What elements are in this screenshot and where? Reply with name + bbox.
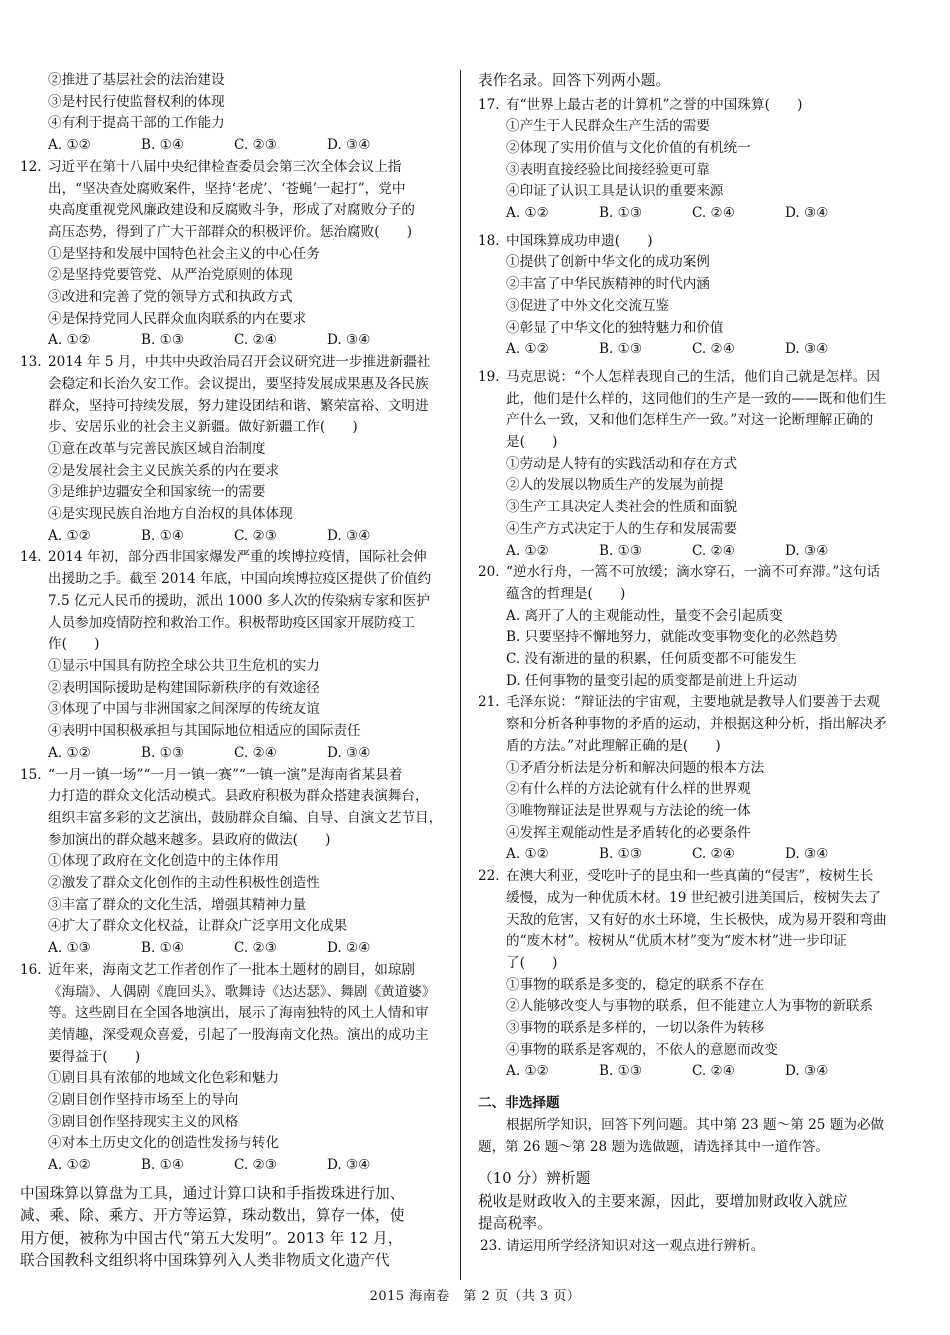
question-line <box>478 1236 908 1258</box>
choice-item: ②人的发展以物质生产的发展为前提 <box>506 477 724 494</box>
question-22 <box>478 866 908 1083</box>
question-stem: 马克思说：“个人怎样表现自己的生活，他们自己就是怎样。因 <box>506 368 880 385</box>
option: C. ②③ <box>234 1157 277 1174</box>
material-line: 用方便，被称为中国古代“第五大发明”。2013 年 12 月， <box>20 1229 403 1247</box>
question-stem: 央高度重视党风廉政建设和反腐败斗争，形成了对腐败分子的 <box>48 202 416 219</box>
choice-item: ④事物的联系是客观的，不依人的意愿而改变 <box>506 1041 778 1058</box>
question-stem: 要得益于( ) <box>48 1048 141 1065</box>
choice-item: ③剧目创作坚持现实主义的风格 <box>48 1113 239 1130</box>
option: C. ②④ <box>234 332 277 349</box>
option: C. ②④ <box>692 205 735 222</box>
question-stem: “逆水行舟，一篙不可放缓；滴水穿石，一滴不可弃滞。”这句话 <box>506 564 881 581</box>
question-stem: 2014 年初，部分西非国家爆发严重的埃博拉疫情，国际社会伸 <box>48 549 427 566</box>
question-number: 14. <box>20 549 42 566</box>
option: A. ①② <box>48 332 91 349</box>
question-stem: 会稳定和长治久安工作。会议提出，要坚持发展成果惠及各民族 <box>48 375 429 392</box>
option: D. ③④ <box>785 846 829 863</box>
option: B. ①④ <box>141 1157 185 1174</box>
choice-item: ④是实现民族自治地方自治权的具体体现 <box>48 506 293 523</box>
choice-item: ③表明直接经验比间接经验更可靠 <box>506 161 710 178</box>
question-number: 15. <box>20 766 42 783</box>
choice-item: ④印证了认识工具是认识的重要来源 <box>506 183 724 200</box>
option: A. ①② <box>506 205 549 222</box>
column-divider <box>460 70 461 1280</box>
question-23 <box>478 1168 908 1257</box>
choice-item: ③唯物辩证法是世界观与方法论的统一体 <box>506 803 751 819</box>
option: D. ③④ <box>785 542 829 559</box>
option: D. ③④ <box>327 527 371 544</box>
question-stem: 中国珠算成功申遗( ) <box>506 232 653 249</box>
choice-item: ②有什么样的方法论就有什么样的世界观 <box>506 781 751 798</box>
choice-item: ③是村民行使监督权利的体现 <box>48 93 225 110</box>
choice-item: ②是坚持党要管党、从严治党原则的体现 <box>48 267 293 284</box>
section-intro: 题，第 26 题～第 28 题为选做题，请选择其中一道作答。 <box>478 1138 829 1155</box>
option: A. ①② <box>506 542 549 559</box>
answer-options <box>478 203 908 225</box>
choice-item: ②表明国际援助是构建国际新秩序的有效途径 <box>48 679 320 696</box>
option: D. ③④ <box>327 1157 371 1174</box>
answer-options <box>478 339 908 361</box>
question-stem: 《海瑞》、人偶剧《鹿回头》、歌舞诗《达达瑟》、舞剧《黄道婆》 <box>48 983 436 1000</box>
question-stem: 毛泽东说：“辩证法的宇宙观，主要地就是教导人们要善于去观 <box>506 694 880 711</box>
choice-item: ①产生于人民群众生产生活的需要 <box>506 118 710 135</box>
material-line: 提高税率。 <box>478 1215 552 1233</box>
question-stem: 参加演出的群众越来越多。县政府的做法( ) <box>48 831 331 848</box>
option: C. ②③ <box>234 137 277 154</box>
question-stem: “一月一镇一场”“一月一镇一赛”“一镇一演”是海南省某县着 <box>48 766 403 783</box>
answer-options <box>20 938 445 960</box>
choice-item: ④扩大了群众文化权益，让群众广泛享用文化成果 <box>48 918 348 935</box>
option: B. ①③ <box>141 332 185 349</box>
option: B. ①③ <box>599 542 643 559</box>
question-12 <box>20 157 445 352</box>
choice-item: ③生产工具决定人类社会的性质和面貌 <box>506 499 738 516</box>
question-stem: 天敌的危害，又有好的水土环境，生长极快，成为易开裂和弯曲 <box>506 911 887 928</box>
question-16 <box>20 960 445 1177</box>
question-score: （10 分）辨析题 <box>478 1170 591 1188</box>
question-19 <box>478 367 908 562</box>
choice-item: ②体现了实用价值与文化价值的有机统一 <box>506 139 751 156</box>
option: A. ①② <box>48 744 91 761</box>
question-stem: 是( ) <box>506 434 558 451</box>
option: D. ③④ <box>327 332 371 349</box>
choice-item: ④表明中国积极承担与其国际地位相适应的国际责任 <box>48 723 361 740</box>
option: A. ①② <box>506 341 549 358</box>
choice-item: ②推进了基层社会的法治建设 <box>48 72 225 88</box>
choice-item: ③改进和完善了党的领导方式和执政方式 <box>48 289 293 306</box>
material-line: 联合国教科文组织将中国珠算列入人类非物质文化遗产代 <box>20 1252 390 1270</box>
option: B. ①③ <box>599 341 643 358</box>
choice-item: ④有利于提高干部的工作能力 <box>48 115 225 132</box>
choice-item: ④生产方式决定于人的生存和发展需要 <box>506 520 738 537</box>
choice-item: ③事物的联系是多样的，一切以条件为转移 <box>506 1020 765 1037</box>
reading-material <box>20 1183 445 1273</box>
question-stem: 在澳大利亚，受吃叶子的昆虫和一些真菌的“侵害”，桉树生长 <box>506 868 874 885</box>
choice-item: ③体现了中国与非洲国家之间深厚的传统友谊 <box>48 701 320 718</box>
question-stem: 7.5 亿元人民币的援助，派出 1000 多人次的传染病专家和医护 <box>48 592 430 609</box>
choice-item: ③丰富了群众的文化生活，增强其精神力量 <box>48 896 307 913</box>
option: C. ②③ <box>234 527 277 544</box>
question-stem: 盾的方法。”对此理解正确的是( ) <box>506 737 721 754</box>
question-stem: 美情趣，深受观众喜爱，引起了一股海南文化热。演出的成功主 <box>48 1026 429 1043</box>
choice-item: ②激发了群众文化创作的主动性积极性创造性 <box>48 875 320 892</box>
question-15 <box>20 765 445 960</box>
question-stem: 近年来，海南文艺工作者创作了一批本土题材的剧目，如琼剧 <box>48 961 416 978</box>
option: B. ①③ <box>599 846 643 863</box>
question-stem: 组织丰富多彩的文艺演出，鼓励群众自编、自导、自演文艺节目， <box>48 809 443 826</box>
answer-options <box>20 743 445 765</box>
option: D. ②④ <box>327 940 371 957</box>
choice-item: ③促进了中外文化交流互鉴 <box>506 297 670 314</box>
choice-item: ④彰显了中华文化的独特魅力和价值 <box>506 319 724 336</box>
choice-item: B. 只要坚持不懈地努力，就能改变事物变化的必然趋势 <box>506 629 838 646</box>
question-17 <box>478 95 908 225</box>
option: B. ①③ <box>599 205 643 222</box>
option: A. ①② <box>48 527 91 544</box>
answer-options <box>20 1155 445 1177</box>
choice-item: ②剧目创作坚持市场至上的导向 <box>48 1092 239 1109</box>
option: C. ②④ <box>692 542 735 559</box>
choice-item: ④是保持党同人民群众血肉联系的内在要求 <box>48 310 307 327</box>
question-14 <box>20 547 445 764</box>
left-column <box>20 70 445 1273</box>
option: C. ②④ <box>692 341 735 358</box>
answer-options <box>20 330 445 352</box>
question-stem: 了( ) <box>506 954 558 971</box>
option: D. ③④ <box>785 1063 829 1080</box>
question-18 <box>478 231 908 361</box>
choice-item: A. 离开了人的主观能动性，量变不会引起质变 <box>506 607 783 624</box>
option: C. ②③ <box>234 940 277 957</box>
material-line: 税收是财政收入的主要来源，因此，要增加财政收入就应 <box>478 1192 848 1210</box>
question-number: 21. <box>478 694 500 711</box>
question-stem: 产什么一致，又和他们怎样生产一致。”对这一论断理解正确的 <box>506 412 874 429</box>
section-title: 二、非选择题 <box>478 1095 560 1112</box>
option: B. ①④ <box>141 940 185 957</box>
question-number: 13. <box>20 354 42 371</box>
question-stem: 2014 年 5 月，中共中央政治局召开会议研究进一步推进新疆社 <box>48 354 431 371</box>
answer-options <box>478 541 908 563</box>
option: D. ③④ <box>327 137 371 154</box>
question-number: 17. <box>478 96 500 113</box>
continued-question <box>20 70 445 157</box>
question-stem: 人员参加疫情防控和救治工作。积极帮助疫区国家开展防疫工 <box>48 614 416 631</box>
question-stem: 步、安居乐业的社会主义新疆。做好新疆工作( ) <box>48 419 358 436</box>
choice-item: ①矛盾分析法是分析和解决问题的根本方法 <box>506 759 765 776</box>
question-stem: 缓慢，成为一种优质木材。19 世纪被引进美国后，桉树失去了 <box>506 889 882 906</box>
choice-item: ②丰富了中华民族精神的时代内涵 <box>506 276 710 293</box>
choice-item: ①提供了创新中华文化的成功案例 <box>506 254 710 271</box>
choice-item: C. 没有渐进的量的积累，任何质变都不可能发生 <box>506 651 797 668</box>
answer-options <box>478 1061 908 1083</box>
question-number: 19. <box>478 368 500 385</box>
choice-item: ②是发展社会主义民族关系的内在要求 <box>48 462 280 479</box>
section-intro: 根据所学知识，回答下列问题。其中第 23 题～第 25 题为必做 <box>506 1116 885 1133</box>
choice-item: D. 任何事物的量变引起的质变都是前进上升运动 <box>506 672 797 689</box>
choice-item: ①剧目具有浓郁的地域文化色彩和魅力 <box>48 1070 280 1087</box>
question-number: 18. <box>478 232 500 249</box>
question-stem: 察和分析各种事物的矛盾的运动，并根据这种分析，指出解决矛 <box>506 716 887 733</box>
answer-options <box>478 844 908 866</box>
question-stem: 蕴含的哲理是( ) <box>506 585 626 602</box>
choice-item: ①体现了政府在文化创造中的主体作用 <box>48 853 280 870</box>
material-line: 减、乘、除、乘方、开方等运算，珠动数出，算存一体，使 <box>20 1207 405 1225</box>
right-column <box>478 70 908 1257</box>
option: B. ①③ <box>599 1063 643 1080</box>
option: D. ③④ <box>785 205 829 222</box>
choice-item: ③是维护边疆安全和国家统一的需要 <box>48 484 266 501</box>
non-choice-section <box>478 1093 908 1158</box>
option: B. ①④ <box>141 527 185 544</box>
question-stem: 请运用所学经济知识对这一观点进行辨析。 <box>505 1237 765 1254</box>
option: C. ②④ <box>234 744 277 761</box>
option: A. ①② <box>506 846 549 863</box>
question-stem: 群众，坚持可持续发展，努力建设团结和谐、繁荣富裕、文明进 <box>48 397 429 414</box>
question-number: 22. <box>478 868 500 885</box>
option: A. ①② <box>506 1063 549 1080</box>
option: A. ①② <box>48 1157 91 1174</box>
choice-item: ①劳动是人特有的实践活动和存在方式 <box>506 455 738 472</box>
question-13 <box>20 352 445 547</box>
answer-options <box>20 135 445 157</box>
question-stem: 有“世界上最古老的计算机”之誉的中国珠算( ) <box>506 96 803 113</box>
option: B. ①③ <box>141 744 185 761</box>
answer-options <box>20 526 445 548</box>
option: B. ①④ <box>141 137 185 154</box>
choice-item: ④发挥主观能动性是矛盾转化的必要条件 <box>506 824 751 841</box>
question-20 <box>478 562 908 692</box>
question-stem: 出，“坚决查处腐败案件，坚持‘老虎’、‘苍蝇’一起打”，党中 <box>48 180 406 197</box>
choice-item: ①显示中国具有防控全球公共卫生危机的实力 <box>48 657 320 674</box>
question-stem: 高压态势，得到了广大干部群众的积极评价。惩治腐败( ) <box>48 223 413 240</box>
option: C. ②④ <box>692 1063 735 1080</box>
question-number: 20. <box>478 564 500 581</box>
option: A. ①③ <box>48 940 91 957</box>
question-stem: 的“废木材”。桉树从“优质木材”变为“废木材”进一步印证 <box>506 933 847 950</box>
choice-item: ①意在改革与完善民族区域自治制度 <box>48 440 266 457</box>
option: D. ③④ <box>327 744 371 761</box>
material-line: 中国珠算以算盘为工具，通过计算口诀和手指拨珠进行加、 <box>20 1184 405 1202</box>
option: D. ③④ <box>785 341 829 358</box>
question-21 <box>478 692 908 866</box>
option: A. ①② <box>48 137 91 154</box>
choice-item: ④对本土历史文化的创造性发扬与转化 <box>48 1135 280 1152</box>
question-number: 23. <box>480 1237 502 1254</box>
question-stem: 此，他们是什么样的，这同他们的生产是一致的——既和他们生 <box>506 390 887 407</box>
question-stem: 出援助之手。截至 2014 年底，中国向埃博拉疫区提供了价值约 <box>48 571 432 588</box>
material-line: 表作名录。回答下列两小题。 <box>478 72 671 89</box>
question-number: 12. <box>20 158 42 175</box>
choice-item: ①事物的联系是多变的，稳定的联系不存在 <box>506 976 765 993</box>
page-footer: 2015 海南卷 第 2 页（共 3 页） <box>369 1289 581 1304</box>
question-number: 16. <box>20 961 42 978</box>
question-stem: 等。这些剧目在全国各地演出，展示了海南独特的风土人情和审 <box>48 1005 429 1022</box>
question-stem: 作( ) <box>48 636 100 653</box>
question-stem: 习近平在第十八届中央纪律检查委员会第三次全体会议上指 <box>48 158 402 175</box>
option: C. ②④ <box>692 846 735 863</box>
choice-item: ①是坚持和发展中国特色社会主义的中心任务 <box>48 245 320 262</box>
choice-item: ②人能够改变人与事物的联系，但不能建立人为事物的新联系 <box>506 998 874 1015</box>
question-stem: 力打造的群众文化活动模式。县政府积极为群众搭建表演舞台， <box>48 788 429 805</box>
